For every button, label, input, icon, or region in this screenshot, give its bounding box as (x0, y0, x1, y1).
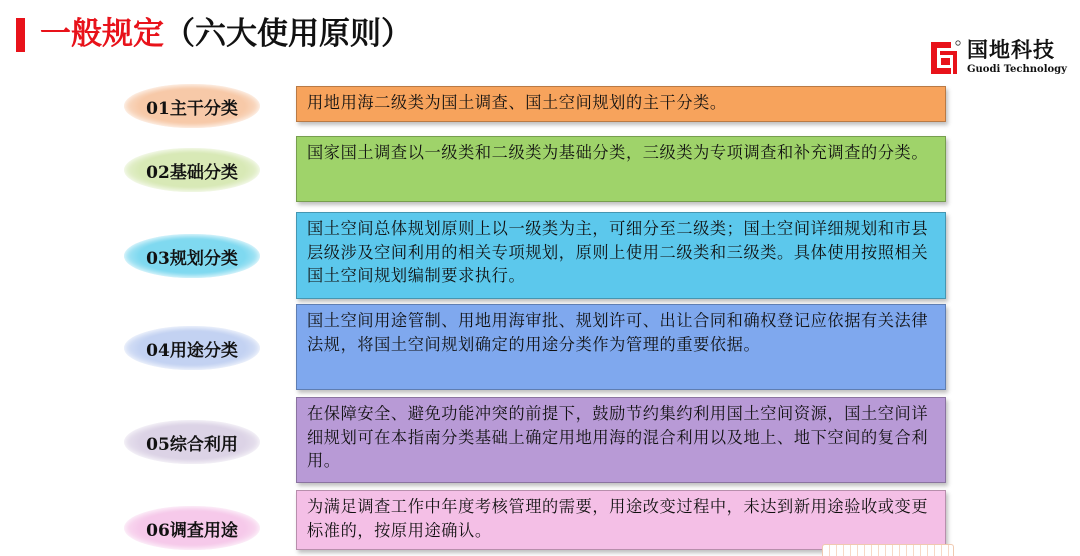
principle-text-2: 国家国土调查以一级类和二级类为基础分类，三级类为专项调查和补充调查的分类。 (296, 136, 946, 202)
page-title-sub: （六大使用原则） (164, 16, 412, 52)
principle-text-6: 为满足调查工作中年度考核管理的需要，用途改变过程中，未达到新用途验收或变更标准的，按原用途确认。 (296, 490, 946, 550)
principle-label-3: 03规划分类 (124, 234, 260, 278)
company-logo (925, 36, 1075, 80)
decorative-image-edge (822, 544, 954, 556)
principle-label-1: 01主干分类 (124, 84, 260, 128)
principle-label-4: 04用途分类 (124, 326, 260, 370)
principle-label-5: 05综合利用 (124, 420, 260, 464)
principle-text-3: 国土空间总体规划原则上以一级类为主，可细分至二级类；国土空间详细规划和市县层级涉及空间利用的相关专项规划，原则上使用二级类和三级类。具体使用按照相关国土空间规划编制要求执行。 (296, 212, 946, 299)
logo-name-en: Guodi Technology (967, 64, 1067, 75)
title-accent-bar (16, 18, 25, 52)
principle-label-6: 06调查用途 (124, 506, 260, 550)
principle-text-5: 在保障安全、避免功能冲突的前提下，鼓励节约集约利用国土空间资源，国土空间详细规划可在本指南分类基础上确定用地用海的混合利用以及地上、地下空间的复合利用。 (296, 397, 946, 483)
page-title (40, 12, 412, 56)
guodi-logo-icon (925, 38, 963, 78)
principle-label-2: 02基础分类 (124, 148, 260, 192)
principle-text-1: 用地用海二级类为国土调查、国土空间规划的主干分类。 (296, 86, 946, 122)
logo-name-cn: 国地科技 (967, 38, 1055, 62)
principle-text-4: 国土空间用途管制、用地用海审批、规划许可、出让合同和确权登记应依据有关法律法规，将国土空间规划确定的用途分类作为管理的重要依据。 (296, 304, 946, 390)
page-title-main: 一般规定 (40, 16, 164, 52)
